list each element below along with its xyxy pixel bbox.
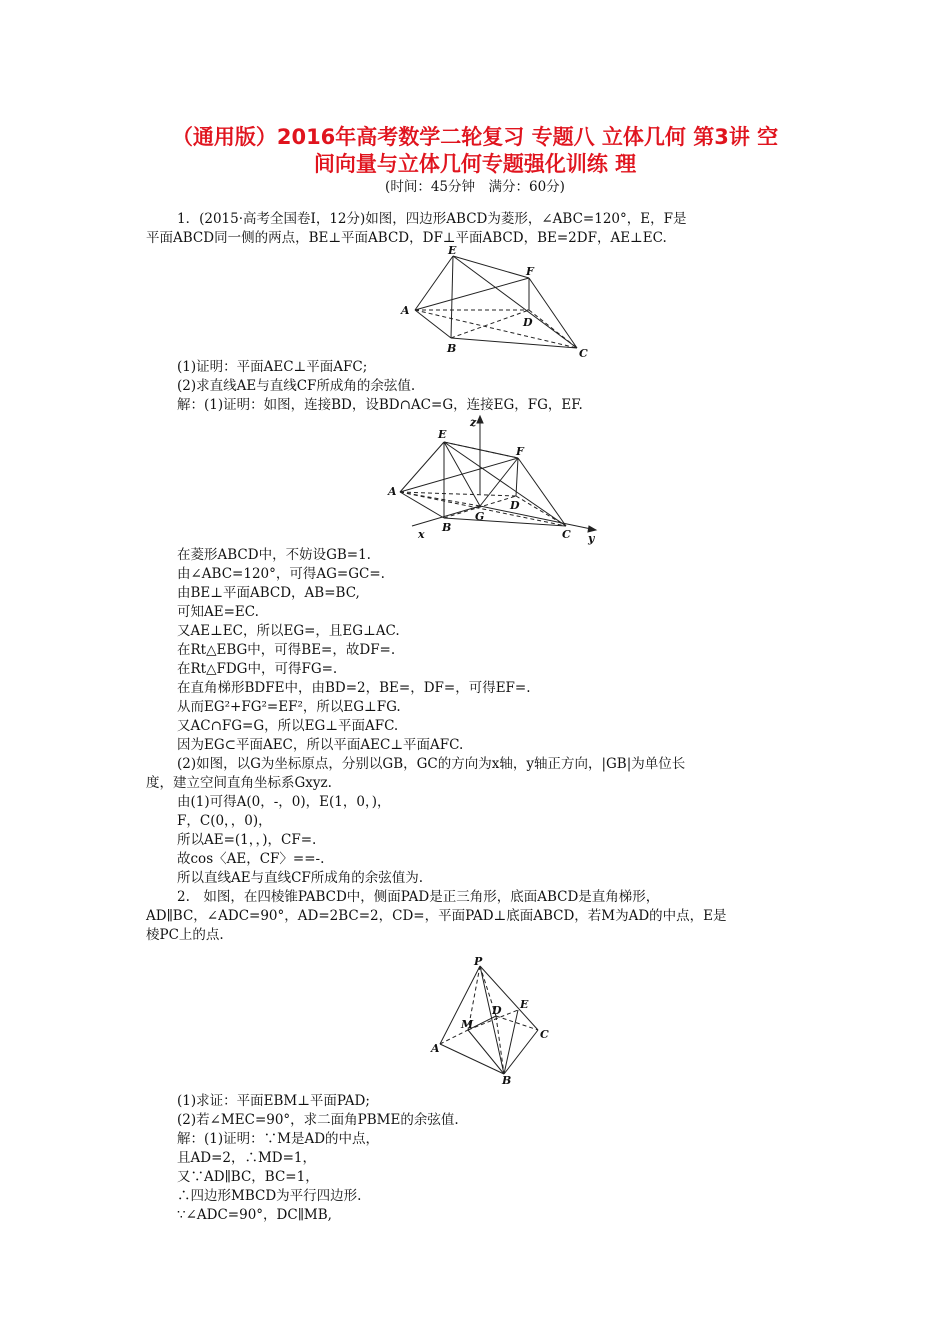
- problem2-stem-line-2: AD∥BC，∠ADC=90°，AD=2BC=2，CD=，平面PAD⊥底面ABCD，若M为AD的中点，E是: [146, 908, 727, 924]
- fig3-label-M: M: [461, 1018, 474, 1031]
- problem1-solution-line: 所以AE=(1，，)，CF=.: [177, 832, 317, 848]
- problem1-solution-line: 由BE⊥平面ABCD，AB=BC,: [177, 585, 360, 601]
- figure-1-rhombus-solid: [395, 244, 595, 364]
- problem2-solution-line: ∵∠ADC=90°，DC∥MB,: [177, 1207, 332, 1223]
- problem2-question-1: (1)求证：平面EBM⊥平面PAD;: [177, 1093, 370, 1109]
- problem1-solution-line: F，C(0，，0)，: [177, 813, 272, 829]
- fig2-label-E: E: [438, 428, 447, 441]
- fig3-label-A: A: [431, 1042, 440, 1055]
- fig2-label-A: A: [388, 485, 397, 498]
- figure-2-coordinate-solid: [382, 414, 602, 550]
- fig3-label-C: C: [540, 1028, 549, 1041]
- problem2-question-2: (2)若∠MEC=90°，求二面角PBME的余弦值.: [177, 1112, 459, 1128]
- fig3-label-E: E: [520, 998, 529, 1011]
- problem2-solution-line: ∴四边形MBCD为平行四边形.: [177, 1188, 362, 1204]
- fig3-label-D: D: [492, 1004, 502, 1017]
- fig2-label-y: y: [588, 532, 595, 545]
- problem2-stem-line-3: 棱PC上的点.: [146, 927, 224, 943]
- problem1-solution-line: 由(1)可得A(0，-，0)，E(1，0，)，: [177, 794, 391, 810]
- document-title-line-2: 间向量与立体几何专题强化训练 理: [313, 152, 637, 176]
- fig3-label-P: P: [474, 956, 483, 968]
- problem1-question-2: (2)求直线AE与直线CF所成角的余弦值.: [177, 378, 416, 394]
- problem1-solution-line: 从而EG²+FG²=EF²，所以EG⊥FG.: [177, 699, 401, 715]
- problem1-solution-line: 在直角梯形BDFE中，由BD=2，BE=，DF=，可得EF=.: [177, 680, 531, 696]
- problem1-solution-line: 度，建立空间直角坐标系Gxyz.: [146, 775, 332, 791]
- fig2-label-G: G: [475, 510, 485, 523]
- fig2-label-x: x: [418, 528, 425, 541]
- problem2-stem-line-1: 2. 如图，在四棱锥PABCD中，侧面PAD是正三角形，底面ABCD是直角梯形，: [177, 889, 660, 905]
- problem1-solution-line: 在Rt△EBG中，可得BE=，故DF=.: [177, 642, 396, 658]
- problem1-stem-line-2: 平面ABCD同一侧的两点，BE⊥平面ABCD，DF⊥平面ABCD，BE=2DF，AE⊥EC.: [146, 230, 667, 246]
- fig1-label-E: E: [448, 244, 457, 257]
- fig1-label-B: B: [447, 342, 457, 355]
- problem1-solution-intro: 解：(1)证明：如图，连接BD，设BD∩AC=G，连接EG，FG，EF.: [177, 397, 583, 413]
- problem1-solution-line: 故cos〈AE，CF〉==-.: [177, 851, 325, 867]
- problem1-solution-line: 可知AE=EC.: [177, 604, 259, 620]
- problem1-solution-line: 因为EG⊂平面AEC，所以平面AEC⊥平面AFC.: [177, 737, 464, 753]
- problem1-solution-line: 在Rt△FDG中，可得FG=.: [177, 661, 338, 677]
- document-title-line-1: （通用版）2016年高考数学二轮复习 专题八 立体几何 第3讲 空: [171, 125, 779, 149]
- problem1-solution-line: 由∠ABC=120°，可得AG=GC=.: [177, 566, 385, 582]
- fig1-label-D: D: [523, 316, 533, 329]
- fig3-label-B: B: [502, 1074, 512, 1084]
- time-and-score-note: (时间：45分钟 满分：60分): [385, 179, 565, 195]
- fig1-label-C: C: [579, 347, 588, 360]
- figure-3-pyramid: [428, 956, 558, 1088]
- fig2-label-C: C: [562, 528, 571, 541]
- problem2-solution-line: 且AD=2，∴MD=1，: [177, 1150, 317, 1166]
- problem1-solution-line: 在菱形ABCD中，不妨设GB=1.: [177, 547, 371, 563]
- problem1-question-1: (1)证明：平面AEC⊥平面AFC;: [177, 359, 368, 375]
- problem1-solution-line: (2)如图，以G为坐标原点，分别以GB，GC的方向为x轴，y轴正方向，|GB|为单位长: [177, 756, 686, 772]
- fig1-label-F: F: [526, 265, 534, 278]
- fig2-label-F: F: [516, 445, 524, 458]
- fig1-label-A: A: [401, 304, 410, 317]
- problem1-stem-line-1: 1．(2015·高考全国卷Ⅰ，12分)如图，四边形ABCD为菱形，∠ABC=120°，E，F是: [177, 211, 687, 227]
- problem1-solution-line: 所以直线AE与直线CF所成角的余弦值为.: [177, 870, 424, 886]
- problem1-solution-line: 又AE⊥EC，所以EG=，且EG⊥AC.: [177, 623, 400, 639]
- fig2-label-D: D: [510, 499, 520, 512]
- problem1-solution-line: 又AC∩FG=G，所以EG⊥平面AFC.: [177, 718, 399, 734]
- problem2-solution-line: 解：(1)证明：∵M是AD的中点，: [177, 1131, 380, 1147]
- problem2-solution-line: 又∵AD∥BC，BC=1，: [177, 1169, 319, 1185]
- fig2-label-B: B: [442, 521, 452, 534]
- fig2-label-z: z: [470, 416, 477, 429]
